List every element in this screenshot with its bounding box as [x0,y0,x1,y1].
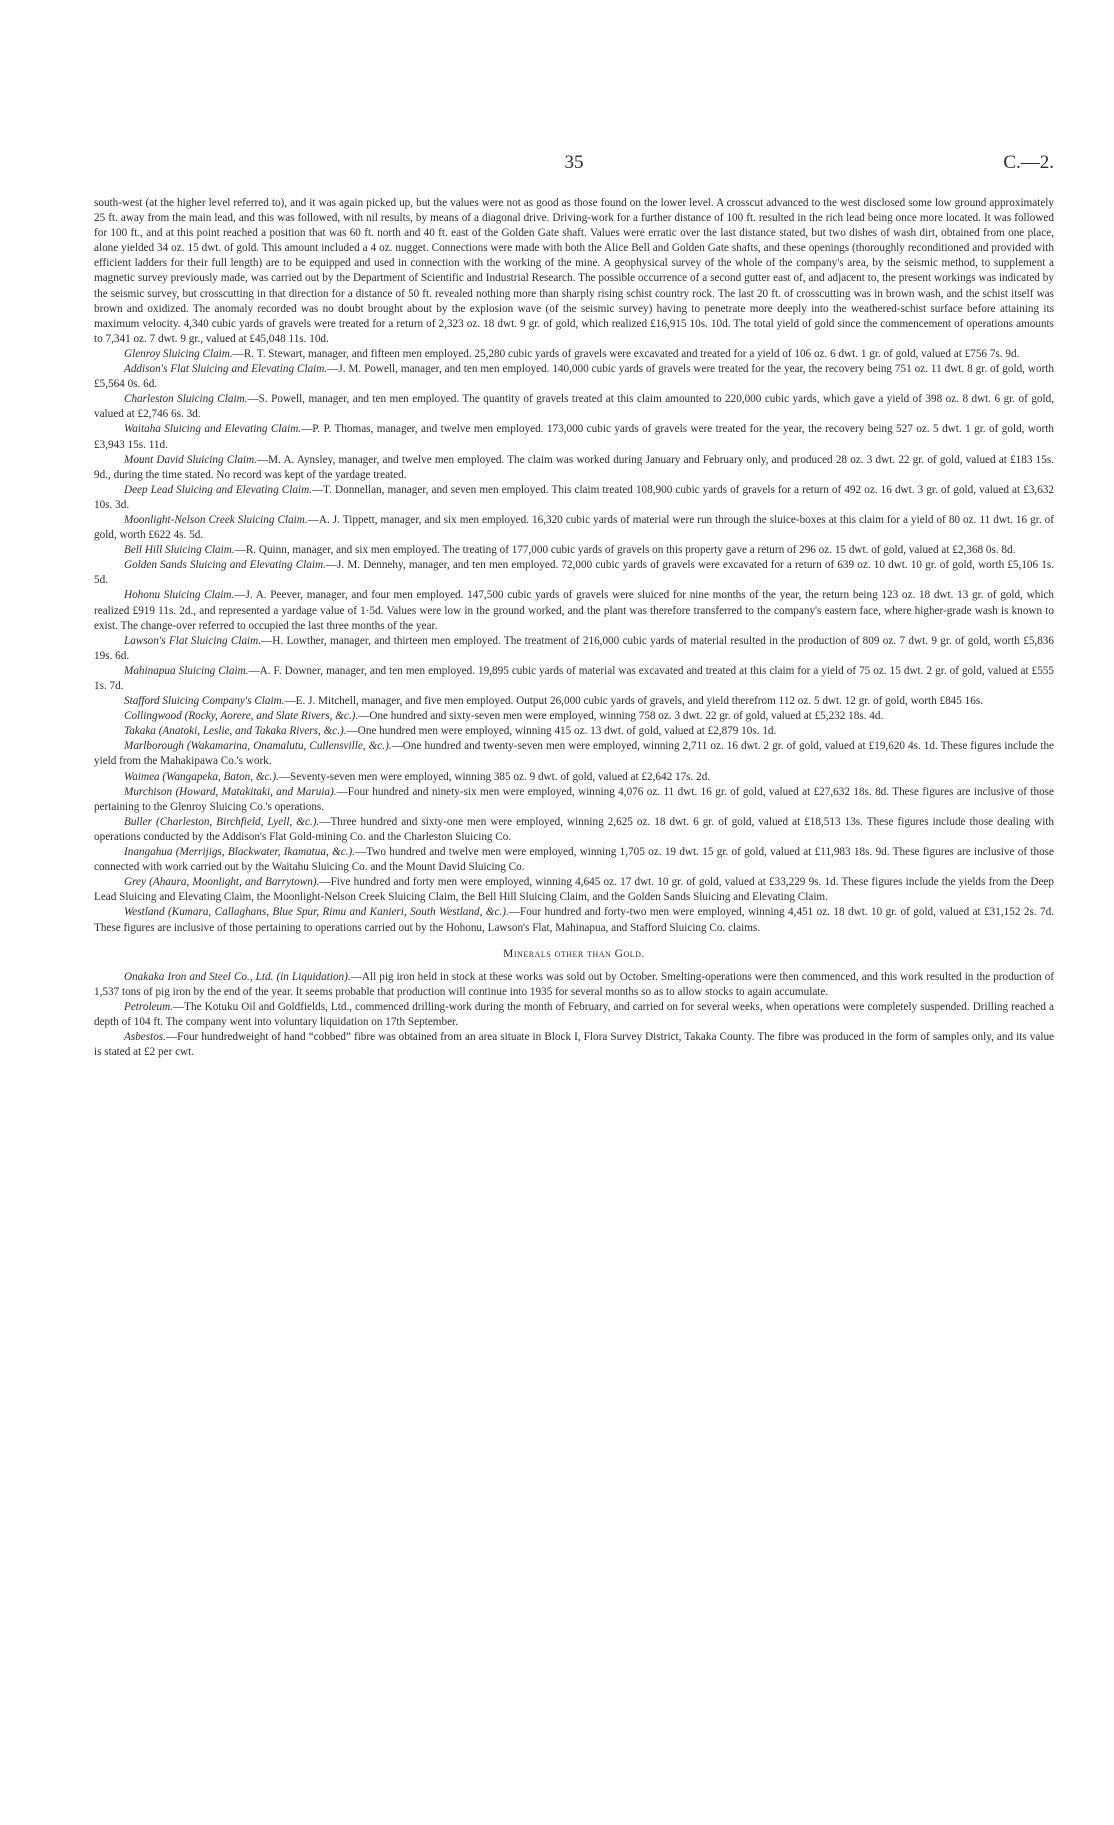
claim-paragraph-title: Murchison (Howard, Matakitaki, and Maruia). [124,785,337,798]
claim-paragraph [94,845,1054,875]
claim-paragraph-text: —E. J. Mitchell, manager, and five men employed. Output 26,000 cubic yards of gravels, and yield therefrom 112 oz. 5 dwt. 12 gr. of gold, worth £845 16s. [284,695,984,708]
claim-paragraph-title: Inangahua (Merrijigs, Blackwater, Ikamatua, &c.). [124,846,356,859]
claim-paragraph-title: Waitaha Sluicing and Elevating Claim. [124,423,302,436]
mineral-paragraph-text: —The Kotuku Oil and Goldfields, Ltd., commenced drilling-work during the month of February, and carried on for several weeks, when operations were completely suspended. Drilling reached a depth of 104 ft. The company went into voluntary liquidation on 17th September. [94,1000,1054,1028]
claim-paragraph-title: Westland (Kumara, Callaghans, Blue Spur, Rimu and Kanieri, South Westland, &c.). [124,906,509,919]
mineral-paragraph-text: —Four hundredweight of hand “cobbed” fibre was obtained from an area situate in Block I, Flora Survey District, Takaka County. The fibre was produced in the form of samples only, and its value is stated at £2 per cwt. [94,1031,1054,1059]
claim-paragraph-text: —Four hundred and ninety-six men were employed, winning 4,076 oz. 11 dwt. 16 gr. of gold, valued at £27,632 18s. 8d. These figures are inclusive of those pertaining to the Glenroy Sluicing Co.'s operations. [94,785,1054,813]
claim-paragraph-text: —R. T. Stewart, manager, and fifteen men employed. 25,280 cubic yards of gravels were excavated and treated for a yield of 106 oz. 6 dwt. 1 gr. of gold, valued at £756 7s. 9d. [232,347,1020,360]
claim-paragraph-title: Lawson's Flat Sluicing Claim. [124,634,262,647]
claim-paragraph-text: —H. Lowther, manager, and thirteen men employed. The treatment of 216,000 cubic yards of material resulted in the production of 809 oz. 7 dwt. 9 gr. of gold, worth £5,836 19s. 6d. [94,634,1054,662]
claim-paragraph-text: —A. F. Downer, manager, and ten men employed. 19,895 cubic yards of material was excavated and treated at this claim for a yield of 75 oz. 15 dwt. 2 gr. of gold, valued at £555 1s. 7d. [94,664,1054,692]
claim-paragraph [94,483,1054,513]
claim-paragraph-title: Golden Sands Sluicing and Elevating Claim. [124,559,326,572]
claim-paragraph-text: —One hundred and twenty-seven men were employed, winning 2,711 oz. 16 dwt. 2 gr. of gold, valued at £19,620 4s. 1d. These figures include the yield from the Mahakipawa Co.'s work. [94,740,1055,768]
mineral-paragraph [94,1000,1054,1030]
claim-paragraph [94,634,1054,664]
claim-paragraph [94,664,1054,694]
claim-paragraph [94,905,1054,935]
claim-paragraph [94,558,1054,588]
document-reference: C.—2. [1003,152,1054,173]
claim-paragraph-text: —Four hundred and forty-two men were employed, winning 4,451 oz. 18 dwt. 10 gr. of gold, valued at £31,152 2s. 7d. These figures are inclusive of those pertaining to operations carried out by the Hohonu, Lawson's Flat, Mahinapua, and Stafford Sluicing Co. claims. [94,906,1054,934]
mineral-paragraph-title: Asbestos. [124,1031,166,1044]
claim-paragraph [94,709,1054,724]
claim-paragraph [94,739,1054,769]
claim-paragraph-text: —Two hundred and twelve men were employed, winning 1,705 oz. 19 dwt. 15 gr. of gold, valued at £11,983 18s. 9d. These figures are inclusive of those connected with work carried out by the Waitahu Sluicing Co. and the Mount David Sluicing Co. [94,846,1054,874]
claim-paragraph-text: —J. M. Powell, manager, and ten men employed. 140,000 cubic yards of gravels were treated for the year, the recovery being 751 oz. 11 dwt. 8 gr. of gold, worth £5,564 0s. 6d. [94,363,1055,391]
claim-paragraph-text: —One hundred men were employed, winning 415 oz. 13 dwt. of gold, valued at £2,879 10s. 1d. [346,725,777,738]
claim-paragraph-title: Marlborough (Wakamarina, Onamalutu, Cullensville, &c.). [124,740,392,753]
claims-list [94,347,1054,936]
claim-paragraph-title: Mount David Sluicing Claim. [124,453,257,466]
claim-paragraph-title: Collingwood (Rocky, Aorere, and Slate Rivers, &c.). [124,710,359,723]
minerals-list [94,970,1054,1061]
claim-paragraph [94,453,1054,483]
mineral-paragraph [94,970,1054,1000]
claim-paragraph-title: Waimea (Wangapeka, Baton, &c.). [124,770,279,783]
claim-paragraph [94,724,1054,739]
claim-paragraph-title: Buller (Charleston, Birchfield, Lyell, &c.). [124,815,320,828]
claim-paragraph-text: —J. M. Dennehy, manager, and ten men employed. 72,000 cubic yards of gravels were excavated for a return of 639 oz. 10 dwt. 10 gr. of gold, worth £5,106 1s. 5d. [94,559,1054,587]
claim-paragraph [94,392,1054,422]
claim-paragraph-title: Takaka (Anatoki, Leslie, and Takaka Rivers, &c.). [124,725,347,738]
page-body [94,196,1054,1060]
claim-paragraph [94,362,1054,392]
mineral-paragraph [94,1030,1054,1060]
claim-paragraph [94,875,1054,905]
page-header [94,152,1054,176]
claim-paragraph-text: —Seventy-seven men were employed, winning 385 oz. 9 dwt. of gold, valued at £2,642 17s. 2d. [278,770,711,783]
claim-paragraph [94,347,1054,362]
claim-paragraph [94,770,1054,785]
claim-paragraph-text: —S. Powell, manager, and ten men employed. The quantity of gravels treated at this claim amounted to 220,000 cubic yards, which gave a yield of 398 oz. 8 dwt. 6 gr. of gold, valued at £2,746 6s. 3d. [94,393,1055,421]
section-heading: Minerals other than Gold. [503,947,645,960]
mineral-paragraph-text: —All pig iron held in stock at these works was sold out by October. Smelting-operations were then commenced, and this work resulted in the production of 1,537 tons of pig iron by the end of the year. It seems probable that production will continue into 1935 for several months so as to allow stocks to again accumulate. [94,970,1055,998]
claim-paragraph-title: Mahinapua Sluicing Claim. [124,664,249,677]
claim-paragraph-text: —R. Quinn, manager, and six men employed. The treating of 177,000 cubic yards of gravels on this property gave a return of 296 oz. 15 dwt. of gold, valued at £2,368 0s. 8d. [234,544,1016,557]
claim-paragraph-title: Addison's Flat Sluicing and Elevating Claim. [124,363,328,376]
claim-paragraph [94,422,1054,452]
claim-paragraph-title: Grey (Ahaura, Moonlight, and Barrytown). [124,876,320,889]
claim-paragraph [94,694,1054,709]
claim-paragraph-text: —Three hundred and sixty-one men were employed, winning 2,625 oz. 18 dwt. 6 gr. of gold, valued at £18,513 13s. These figures include those dealing with operations conducted by the Addison's Flat Gold-mining Co. and the Charleston Sluicing Co. [94,815,1054,843]
claim-paragraph-title: Deep Lead Sluicing and Elevating Claim. [124,483,312,496]
claim-paragraph [94,785,1054,815]
claim-paragraph-text: —T. Donnellan, manager, and seven men employed. This claim treated 108,900 cubic yards of gravels for a return of 492 oz. 16 dwt. 3 gr. of gold, valued at £3,632 10s. 3d. [94,483,1054,511]
mineral-paragraph-title: Petroleum. [124,1000,173,1013]
claim-paragraph [94,513,1054,543]
claim-paragraph-text: —One hundred and sixty-seven men were employed, winning 758 oz. 3 dwt. 22 gr. of gold, valued at £5,232 18s. 4d. [358,710,884,723]
claim-paragraph-text: —J. A. Peever, manager, and four men employed. 147,500 cubic yards of gravels were sluiced for nine months of the year, the return being 123 oz. 18 dwt. 13 gr. of gold, which realized £919 11s. 2d., and represented a yardage value of 1·5d. Values were low in the ground worked, and the plant was therefore transferred to the company's eastern face, where higher-grade wash is known to exist. The change-over referred to occupied the last three months of the year. [94,589,1054,632]
claim-paragraph [94,588,1054,633]
claim-paragraph-title: Charleston Sluicing Claim. [124,393,248,406]
intro-paragraph: south-west (at the higher level referred to), and it was again picked up, but the values were not as good as those found on the lower level. A crosscut advanced to the west disclosed some low ground approximately 25 ft. away from the main lead, and this was followed, with nil results, by means of a diagonal drive. Driving-work for a further distance of 100 ft. resulted in the rich lead being once more located. It was followed for 100 ft., and at this point reached a position that was 60 ft. north and 40 ft. east of the Golden Gate shaft. Values were erratic over the last distance stated, but two dishes of wash dirt, obtained from one place, alone yielded 34 oz. 15 dwt. of gold. This amount included a 4 oz. nugget. Connections were made with both the Alice Bell and Golden Gate shafts, and these openings (thoroughly reconditioned and provided with efficient ladders for their full length) are to be equipped and used in connection with the working of the mine. A geophysical survey of the whole of the company's area, by the seismic method, to supplement a magnetic survey previously made, was carried out by the Department of Scientific and Industrial Research. The possible occurrence of a second gutter east of, and adjacent to, the present workings was indicated by the seismic survey, but crosscutting in that direction for a distance of 50 ft. revealed nothing more than sharply rising schist country rock. The last 20 ft. of crosscutting was in brown wash, and the schist itself was brown and oxidized. The anomaly recorded was no doubt brought about by the explosion wave (of the seismic survey) having to penetrate more deeply into the weathered-schist surface before attaining its maximum velocity. 4,340 cubic yards of gravels were treated for a return of 2,323 oz. 18 dwt. 9 gr. of gold, which realized £16,915 10s. 10d. The total yield of gold since the commencement of operations amounts to 7,341 oz. 7 dwt. 9 gr., valued at £45,048 11s. 10d. [94,197,1054,345]
claim-paragraph-text: —Five hundred and forty men were employed, winning 4,645 oz. 17 dwt. 10 gr. of gold, valued at £33,229 9s. 1d. These figures include the yields from the Deep Lead Sluicing and Elevating Claim, the Moonlight-Nelson Creek Sluicing Claim, the Bell Hill Sluicing Claim, and the Golden Sands Sluicing and Elevating Claim. [94,876,1054,904]
claim-paragraph-text: —A. J. Tippett, manager, and six men employed. 16,320 cubic yards of material were run through the sluice-boxes at this claim for a yield of 80 oz. 11 dwt. 16 gr. of gold, worth £622 4s. 5d. [94,513,1054,542]
claim-paragraph-title: Bell Hill Sluicing Claim. [124,544,235,557]
claim-paragraph-title: Moonlight-Nelson Creek Sluicing Claim. [124,513,308,526]
claim-paragraph-title: Stafford Sluicing Company's Claim. [124,695,285,708]
mineral-paragraph-title: Onakaka Iron and Steel Co., Ltd. (in Liquidation). [124,970,351,983]
claim-paragraph-text: —P. P. Thomas, manager, and twelve men employed. 173,000 cubic yards of gravels were treated for the year, the recovery being 527 oz. 5 dwt. 1 gr. of gold, worth £3,943 15s. 11d. [94,423,1054,451]
claim-paragraph-title: Hohonu Sluicing Claim. [124,589,235,602]
claim-paragraph [94,543,1054,558]
claim-paragraph-title: Glenroy Sluicing Claim. [124,347,233,360]
claim-paragraph-text: —M. A. Aynsley, manager, and twelve men employed. The claim was worked during January and February only, and produced 28 oz. 3 dwt. 22 gr. of gold, valued at £183 15s. 9d., during the time stated. No record was kept of the yardage treated. [94,453,1054,481]
claim-paragraph [94,815,1054,845]
page-number: 35 [564,152,584,173]
